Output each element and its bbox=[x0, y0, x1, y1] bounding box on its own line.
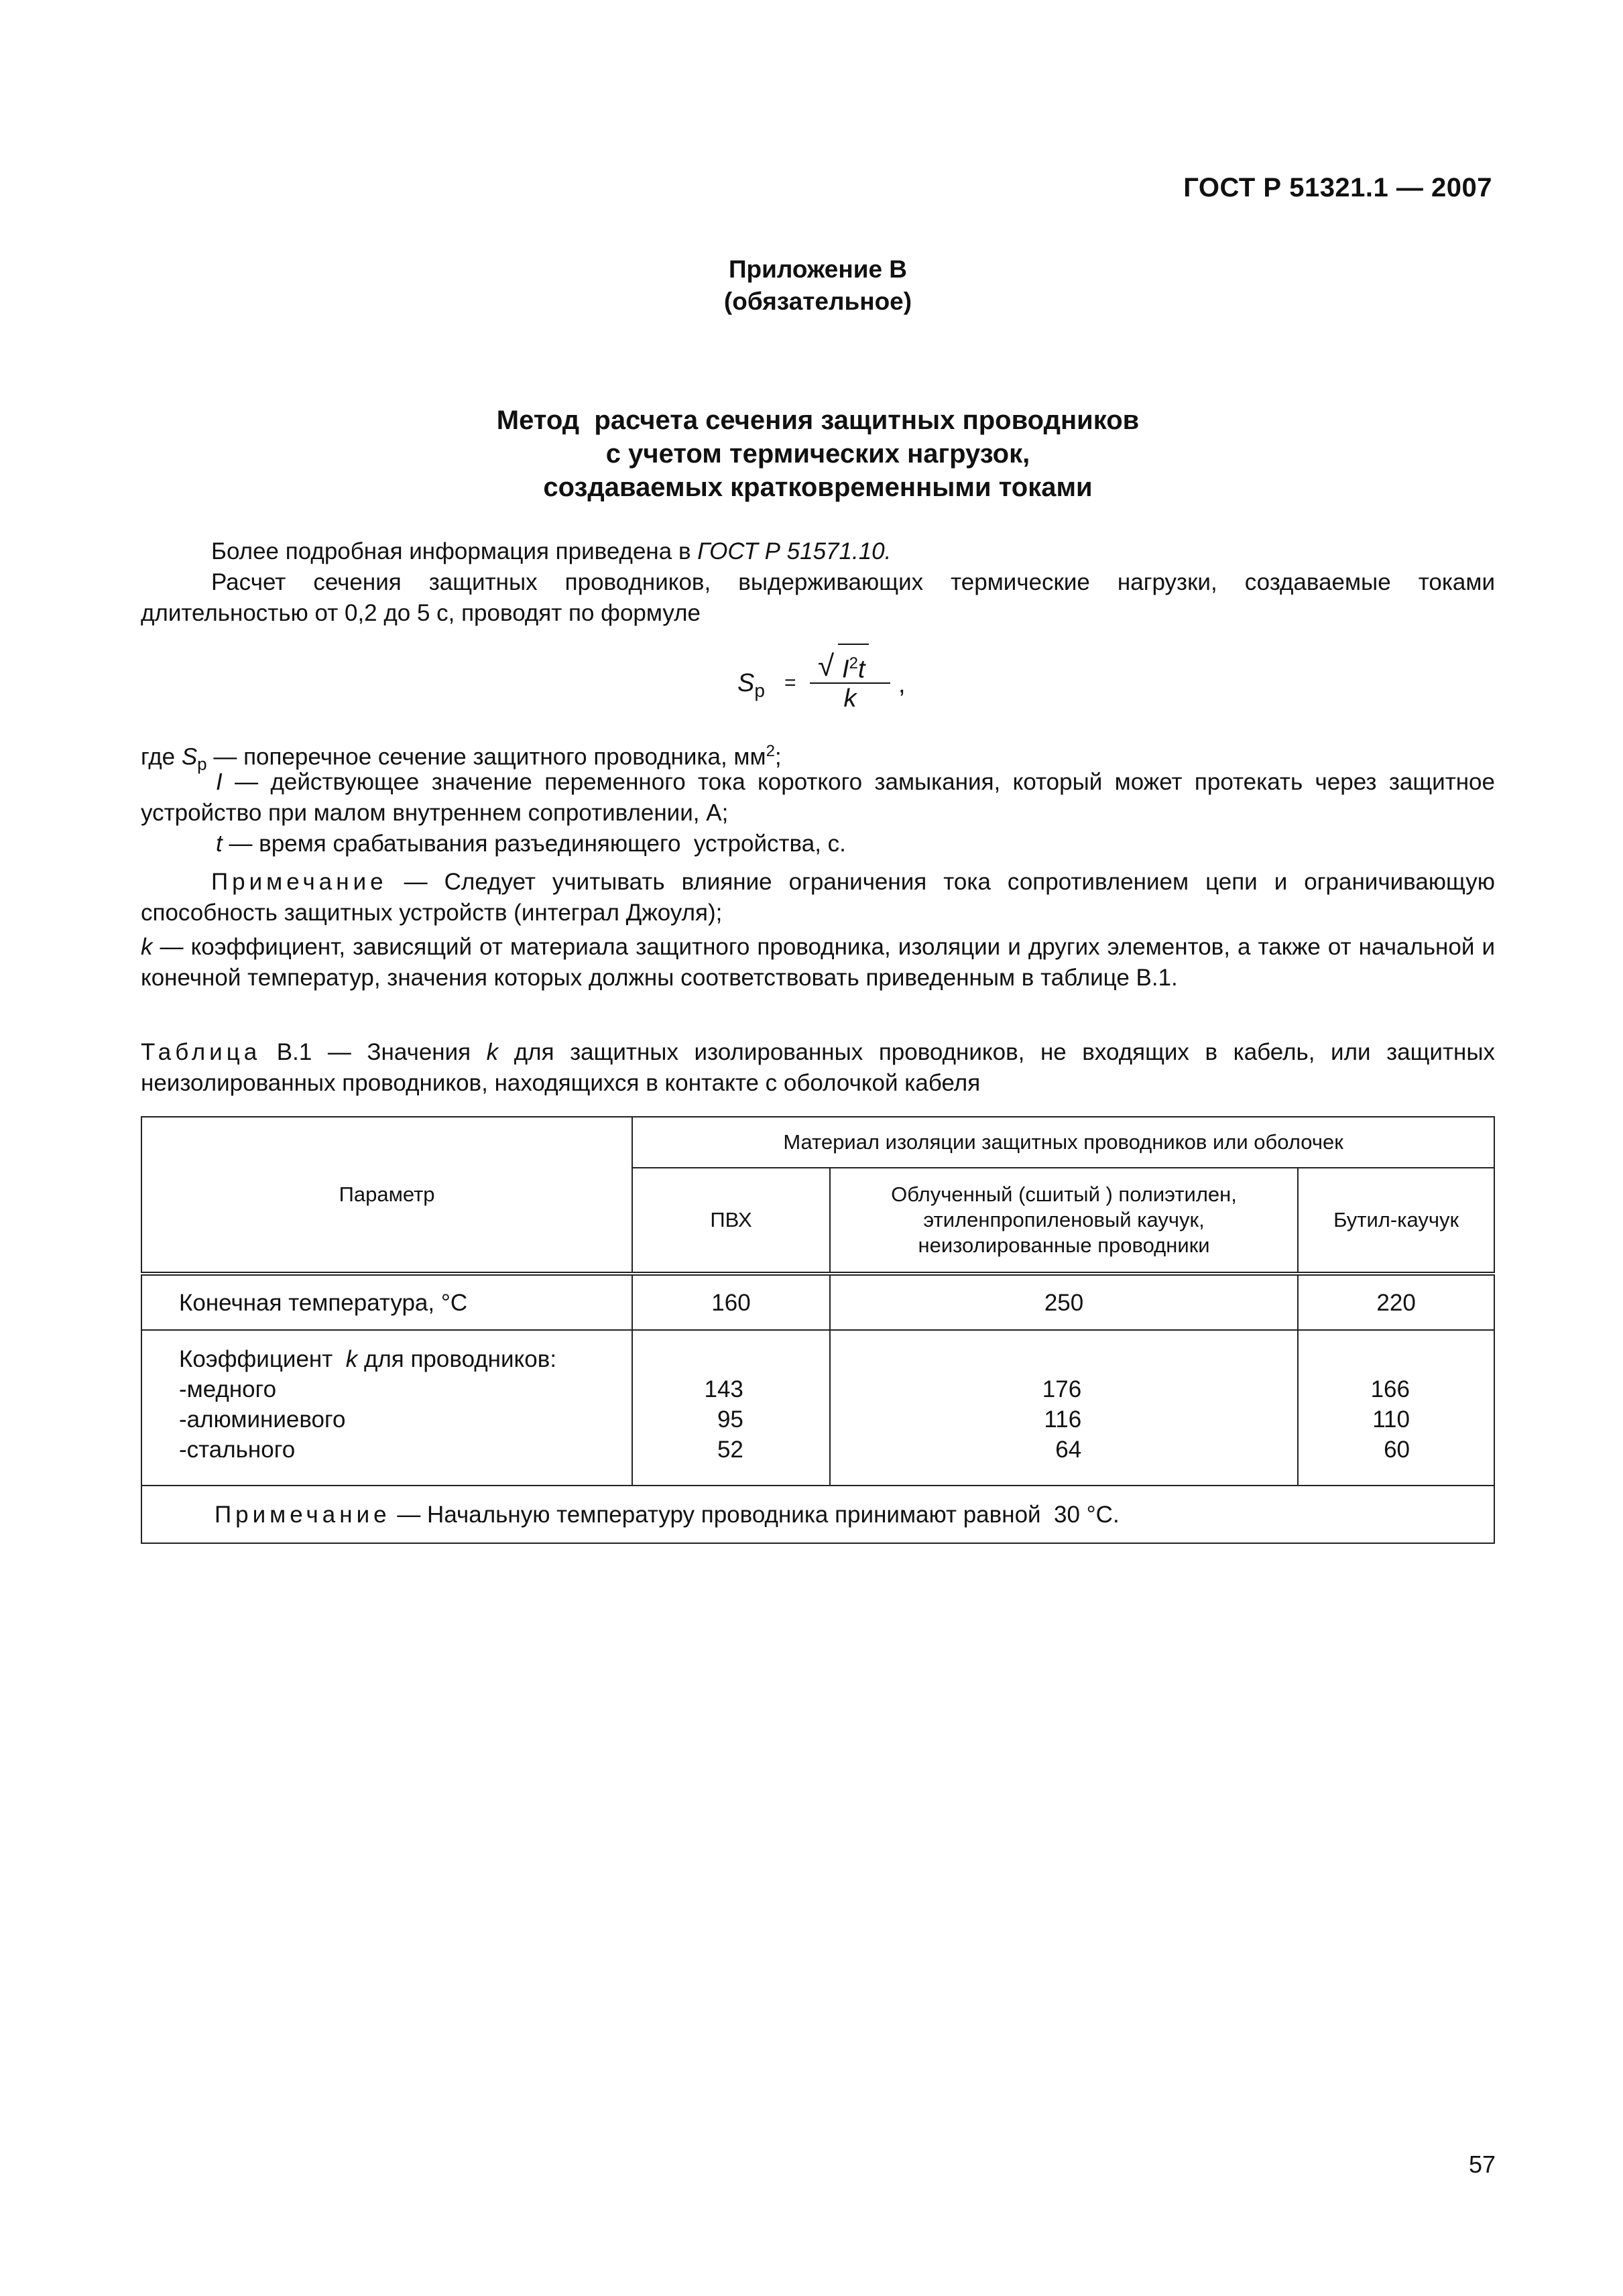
k-steel-butyl: 60 bbox=[1384, 1437, 1410, 1463]
definition-i bbox=[141, 767, 1495, 829]
formula-time: t bbox=[857, 655, 865, 684]
row-temp-polyethylene: 250 bbox=[830, 1274, 1298, 1330]
table-note bbox=[141, 1486, 1494, 1543]
intro-formula-text: Расчет сечения защитных проводников, выдерживающих термические нагрузки, создаваемые токами длительностью от 0,2 до 5 с, проводят по формуле bbox=[141, 569, 1495, 626]
col-polyethylene-line-2: этиленпропиленовый каучук, bbox=[923, 1208, 1205, 1231]
k-copper-polyethylene: 176 bbox=[1042, 1376, 1082, 1402]
row-k-heading bbox=[179, 1344, 632, 1374]
k-symbol: k bbox=[141, 934, 153, 960]
row-temp-butyl: 220 bbox=[1298, 1274, 1494, 1330]
col-pvc-header: ПВХ bbox=[632, 1168, 830, 1274]
i-symbol: I bbox=[216, 769, 223, 795]
table-caption-label: Таблица bbox=[141, 1039, 261, 1065]
sp-definition: — поперечное сечение защитного проводника, мм bbox=[206, 743, 766, 770]
k-steel-pvc: 52 bbox=[717, 1437, 743, 1463]
table-row bbox=[141, 1486, 1494, 1543]
k-aluminium-butyl: 110 bbox=[1372, 1406, 1410, 1433]
appendix-label: Приложение В bbox=[728, 255, 908, 283]
formula-current: I bbox=[842, 655, 849, 684]
row-k-label bbox=[141, 1330, 632, 1486]
k-values-table bbox=[141, 1116, 1495, 1544]
row-k-heading-pre: Коэффициент bbox=[179, 1346, 346, 1372]
table-caption bbox=[141, 1037, 1495, 1099]
t-symbol: t bbox=[216, 831, 223, 857]
k-steel-polyethylene: 64 bbox=[1055, 1437, 1082, 1463]
page-number: 57 bbox=[1468, 2151, 1496, 2178]
intro-text: Более подробная информация приведена в bbox=[211, 538, 698, 564]
formula-fraction bbox=[810, 644, 890, 713]
formula-equals: = bbox=[784, 672, 796, 694]
formula-lhs: S bbox=[737, 669, 755, 697]
row-k-heading-post: для проводников: bbox=[357, 1346, 557, 1372]
appendix-status: (обязательное) bbox=[723, 288, 912, 315]
where-word: где bbox=[141, 743, 182, 770]
intro-paragraph-1 bbox=[141, 536, 1495, 567]
sp-end: ; bbox=[774, 743, 782, 770]
k-copper-pvc: 143 bbox=[704, 1376, 743, 1402]
definition-t bbox=[141, 829, 1495, 859]
k-copper-butyl: 166 bbox=[1370, 1376, 1410, 1402]
note-1 bbox=[141, 867, 1495, 928]
row-k-copper: -медного bbox=[179, 1376, 277, 1402]
table-caption-number: В.1 — Значения bbox=[261, 1039, 487, 1065]
cross-section-formula bbox=[737, 644, 912, 724]
t-definition: — время срабатывания разъединяющего устройства, с. bbox=[222, 831, 846, 857]
document-code: ГОСТ Р 51321.1 — 2007 bbox=[1183, 173, 1492, 202]
appendix-heading bbox=[141, 253, 1495, 318]
sp-unit-power: 2 bbox=[766, 742, 775, 760]
k-aluminium-polyethylene: 116 bbox=[1044, 1406, 1082, 1433]
formula-comma: , bbox=[898, 670, 906, 699]
intro-paragraph-2 bbox=[141, 567, 1495, 629]
section-title bbox=[141, 404, 1495, 504]
formula-denominator: k bbox=[843, 684, 857, 713]
k-aluminium-pvc: 95 bbox=[717, 1406, 743, 1433]
note-1-text: — Следует учитывать влияние ограничения тока сопротивлением цепи и ограничивающую способность защитных устройств (интеграл Джоуля); bbox=[141, 869, 1495, 926]
table-row bbox=[141, 1274, 1494, 1330]
col-polyethylene-header bbox=[830, 1168, 1298, 1274]
table-caption-text: для защитных изолированных проводников, не входящих в кабель, или защитных неизолированных проводников, находящихся в контакте с оболочкой кабеля bbox=[141, 1039, 1495, 1096]
standard-reference: ГОСТ Р 51571.10. bbox=[697, 538, 892, 564]
table-note-text: — Начальную температуру проводника принимают равной 30 °С. bbox=[390, 1501, 1120, 1528]
i-definition: — действующее значение переменного тока короткого замыкания, который может протекать через защитное устройство при малом внутреннем сопротивлении, А; bbox=[141, 769, 1495, 826]
material-group-header: Материал изоляции защитных проводников или оболочек bbox=[632, 1117, 1494, 1168]
note-1-label: Примечание bbox=[211, 869, 387, 895]
formula-numerator bbox=[810, 644, 890, 684]
col-polyethylene-line-3: неизолированные проводники bbox=[918, 1233, 1210, 1257]
title-line-2: с учетом термических нагрузок, bbox=[605, 439, 1030, 469]
row-k-aluminium: -алюминиевого bbox=[179, 1406, 346, 1433]
sp-subscript: p bbox=[197, 753, 207, 774]
sp-symbol: S bbox=[181, 743, 198, 770]
param-header: Параметр bbox=[141, 1117, 632, 1274]
row-temp-pvc: 160 bbox=[632, 1274, 830, 1330]
row-k-pvc bbox=[632, 1330, 830, 1486]
title-line-3: создаваемых кратковременными токами bbox=[543, 473, 1093, 502]
col-butyl-header: Бутил-каучук bbox=[1298, 1168, 1494, 1274]
table-caption-k: k bbox=[486, 1039, 499, 1065]
row-k-polyethylene bbox=[830, 1330, 1298, 1486]
col-polyethylene-line-1: Облученный (сшитый ) полиэтилен, bbox=[891, 1183, 1237, 1206]
table-note-label: Примечание bbox=[215, 1501, 391, 1528]
k-definition-text: — коэффициент, зависящий от материала защитного проводника, изоляции и других элементов, а также от начальной и конечной температур, значения которых должны соответствовать приведенным в таблице В.1. bbox=[141, 934, 1495, 991]
table-row bbox=[141, 1330, 1494, 1486]
row-k-butyl bbox=[1298, 1330, 1494, 1486]
sqrt-icon: √ bbox=[818, 650, 835, 682]
k-definition bbox=[141, 932, 1495, 993]
row-k-steel: -стального bbox=[179, 1437, 296, 1463]
row-temp-label: Конечная температура, °С bbox=[141, 1274, 632, 1330]
row-k-symbol: k bbox=[345, 1346, 358, 1372]
formula-lhs-sub: p bbox=[754, 680, 765, 701]
formula-power: 2 bbox=[849, 654, 858, 672]
title-line-1: Метод расчета сечения защитных проводников bbox=[496, 406, 1140, 435]
